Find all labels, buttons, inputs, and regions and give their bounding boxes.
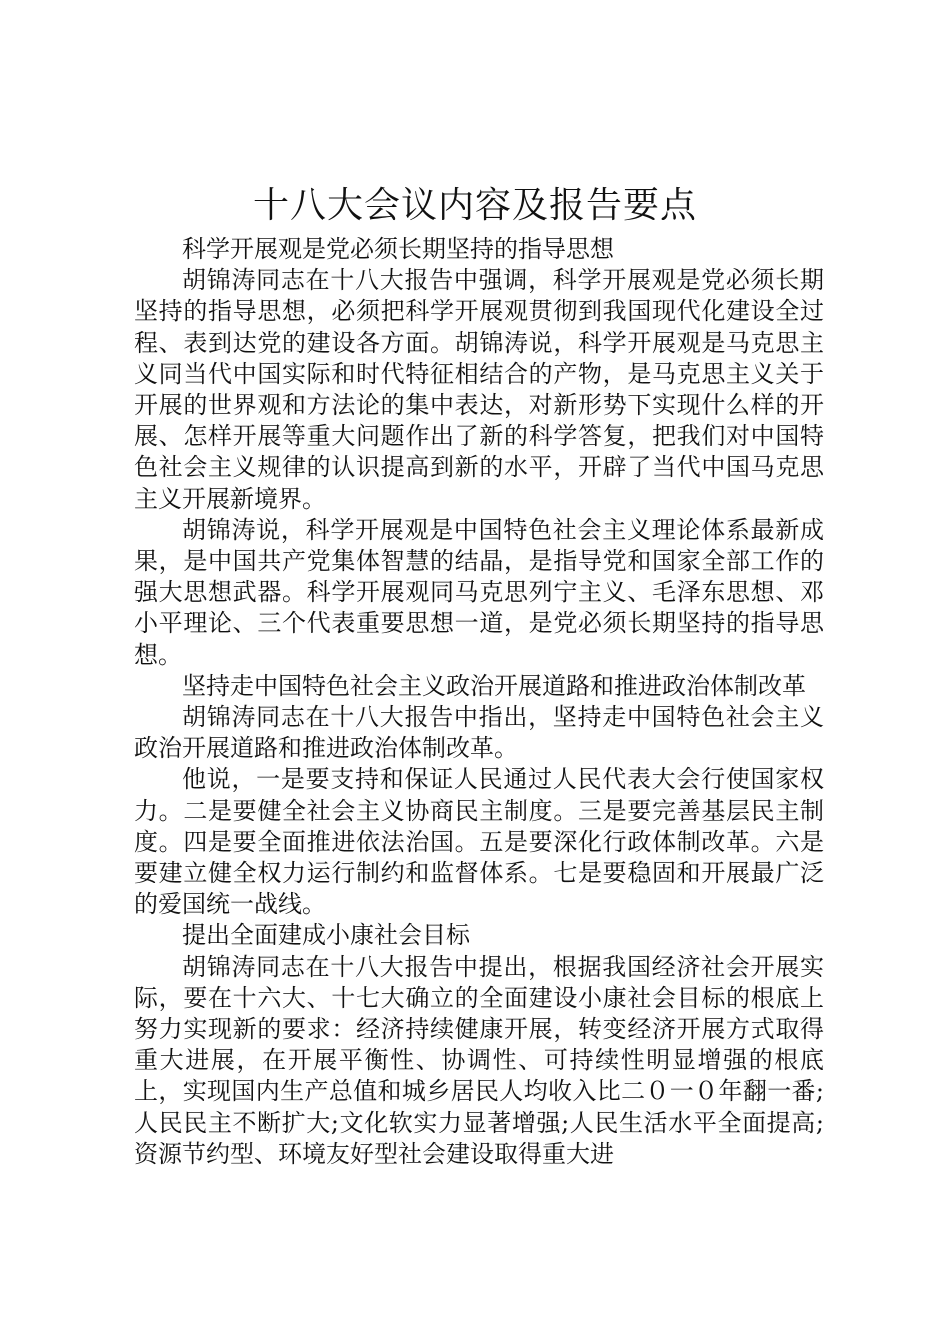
body-paragraph: 他说，一是要支持和保证人民通过人民代表大会行使国家权力。二是要健全社会主义协商民主制度。三是要完善基层民主制度。四是要全面推进依法治国。五是要深化行政体制改革。六是要建立健全权力运行制约和监督体系。七是要稳固和开展最广泛的爱国统一战线。 (134, 765, 824, 919)
body-paragraph: 胡锦涛同志在十八大报告中强调，科学开展观是党必须长期坚持的指导思想，必须把科学开展观贯彻到我国现代化建设全过程、表到达党的建设各方面。胡锦涛说，科学开展观是马克思主义同当代中国实际和时代特征相结合的产物，是马克思主义关于开展的世界观和方法论的集中表达，对新形势下实现什么样的开展、怎样开展等重大问题作出了新的科学答复，把我们对中国特色社会主义规律的认识提高到新的水平，开辟了当代中国马克思主义开展新境界。 (134, 266, 824, 513)
body-paragraph: 胡锦涛说，科学开展观是中国特色社会主义理论体系最新成果，是中国共产党集体智慧的结晶，是指导党和国家全部工作的强大思想武器。科学开展观同马克思列宁主义、毛泽东思想、邓小平理论、三个代表重要思想一道，是党必须长期坚持的指导思想。 (134, 515, 824, 669)
document-body (134, 234, 824, 1170)
body-paragraph: 胡锦涛同志在十八大报告中指出，坚持走中国特色社会主义政治开展道路和推进政治体制改革。 (134, 703, 824, 763)
body-paragraph: 胡锦涛同志在十八大报告中提出，根据我国经济社会开展实际，要在十六大、十七大确立的全面建设小康社会目标的根底上努力实现新的要求：经济持续健康开展，转变经济开展方式取得重大进展，在开展平衡性、协调性、可持续性明显增强的根底上，实现国内生产总值和城乡居民人均收入比二０一０年翻一番;人民民主不断扩大;文化软实力显著增强;人民生活水平全面提高;资源节约型、环境友好型社会建设取得重大进 (134, 952, 824, 1168)
section-heading-political-reform: 坚持走中国特色社会主义政治开展道路和推进政治体制改革 (182, 671, 806, 700)
document-title: 十八大会议内容及报告要点 (252, 185, 697, 226)
section-heading-xiaokang-goal: 提出全面建成小康社会目标 (182, 921, 470, 950)
section-heading-scientific-development: 科学开展观是党必须长期坚持的指导思想 (182, 235, 614, 263)
